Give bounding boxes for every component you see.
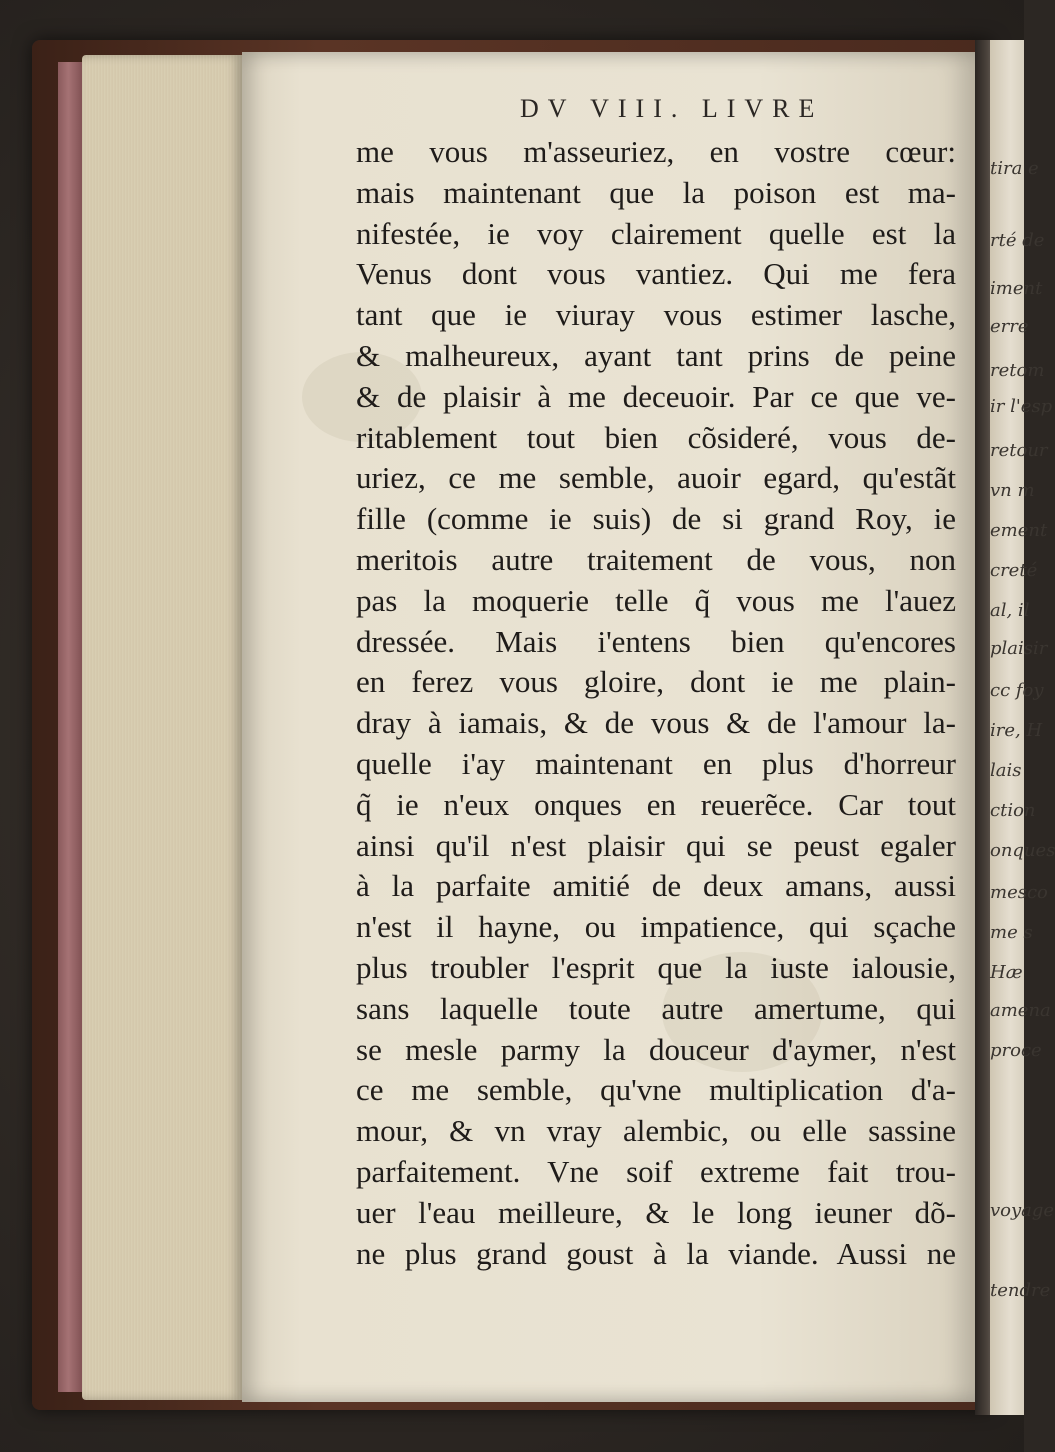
text-line: à la parfaite amitié de deux amans, aussi <box>356 868 956 904</box>
facing-text-fragment: onques <box>990 840 1055 861</box>
page-edges <box>82 55 242 1400</box>
text-line: plus troubler l'esprit que la iuste ialousie, <box>356 949 956 985</box>
facing-text-fragment: tira e <box>990 158 1039 179</box>
text-line: dressée. Mais i'entens bien qu'encores <box>356 623 956 659</box>
facing-text-fragment: erre <box>990 316 1029 337</box>
facing-text-fragment: creté <box>990 560 1038 581</box>
text-line: mour, & vn vray alembic, ou elle sassine <box>356 1113 956 1149</box>
text-line: & de plaisir à me deceuoir. Par ce que ve- <box>356 378 956 414</box>
facing-text-fragment: lais <box>990 760 1022 781</box>
running-head: DV VIII. LIVRE <box>520 94 824 123</box>
text-line: mais maintenant que la poison est ma- <box>356 174 956 210</box>
text-block <box>356 132 956 1274</box>
facing-text-fragment: al, il <box>990 600 1030 621</box>
facing-text-fragment: proce <box>990 1040 1042 1061</box>
facing-text-fragment: Hæ <box>990 962 1023 983</box>
text-line: uriez, ce me semble, auoir egard, qu'estãt <box>356 460 956 496</box>
facing-text-fragment: tendre <box>990 1280 1051 1301</box>
facing-text-fragment: retom <box>990 360 1045 381</box>
text-line: uer l'eau meilleure, & le long ieuner dõ- <box>356 1194 956 1230</box>
text-line: en ferez vous gloire, dont ie me plain- <box>356 664 956 700</box>
facing-text-fragment: plaisir <box>990 638 1048 659</box>
facing-text-fragment: me s <box>990 922 1033 943</box>
text-line: q̃ ie n'eux onques en reuerẽce. Car tout <box>356 786 956 822</box>
text-line: me vous m'asseuriez, en vostre cœur: <box>356 134 956 169</box>
facing-text-fragment: iment <box>990 278 1043 299</box>
facing-text-fragment: cc foy <box>990 680 1044 701</box>
facing-text-fragment: voyage <box>990 1200 1055 1221</box>
text-line: sans laquelle toute autre amertume, qui <box>356 990 956 1026</box>
text-line: n'est il hayne, ou impatience, qui sçache <box>356 909 956 945</box>
facing-page-edge <box>990 40 1055 1415</box>
text-line: quelle i'ay maintenant en plus d'horreur <box>356 745 956 781</box>
text-line: parfaitement. Vne soif extreme fait trou- <box>356 1153 956 1189</box>
text-line: Venus dont vous vantiez. Qui me fera <box>356 256 956 292</box>
facing-text-fragment: vn m <box>990 480 1035 501</box>
facing-text-fragment: ir l'esp <box>990 396 1053 417</box>
text-line: pas la moquerie telle q̃ vous me l'auez <box>356 582 956 618</box>
text-line: ce me semble, qu'vne multiplication d'a- <box>356 1072 956 1108</box>
facing-text-fragment: rté de <box>990 230 1045 251</box>
facing-text-fragment: amena <box>990 1000 1051 1021</box>
text-line: se mesle parmy la douceur d'aymer, n'est <box>356 1031 956 1067</box>
facing-text-fragment: mesco <box>990 882 1048 903</box>
text-line: fille (comme ie suis) de si grand Roy, ie <box>356 501 956 537</box>
text-line: tant que ie viuray vous estimer lasche, <box>356 297 956 333</box>
text-line: ritablement tout bien cõsideré, vous de- <box>356 419 956 455</box>
text-line: meritois autre traitement de vous, non <box>356 541 956 577</box>
endpaper <box>58 62 84 1392</box>
facing-text-fragment: ction <box>990 800 1036 821</box>
facing-text-fragment: ement <box>990 520 1048 541</box>
facing-text-fragment: retour <box>990 440 1048 461</box>
text-line: ne plus grand goust à la viande. Aussi ne <box>356 1235 956 1271</box>
text-line: nifestée, ie voy clairement quelle est la <box>356 215 956 251</box>
text-line: & malheureux, ayant tant prins de peine <box>356 337 956 373</box>
text-line: ainsi qu'il n'est plaisir qui se peust egaler <box>356 827 956 863</box>
facing-text-fragment: ire, H <box>990 720 1043 741</box>
text-line: dray à iamais, & de vous & de l'amour la- <box>356 705 956 741</box>
